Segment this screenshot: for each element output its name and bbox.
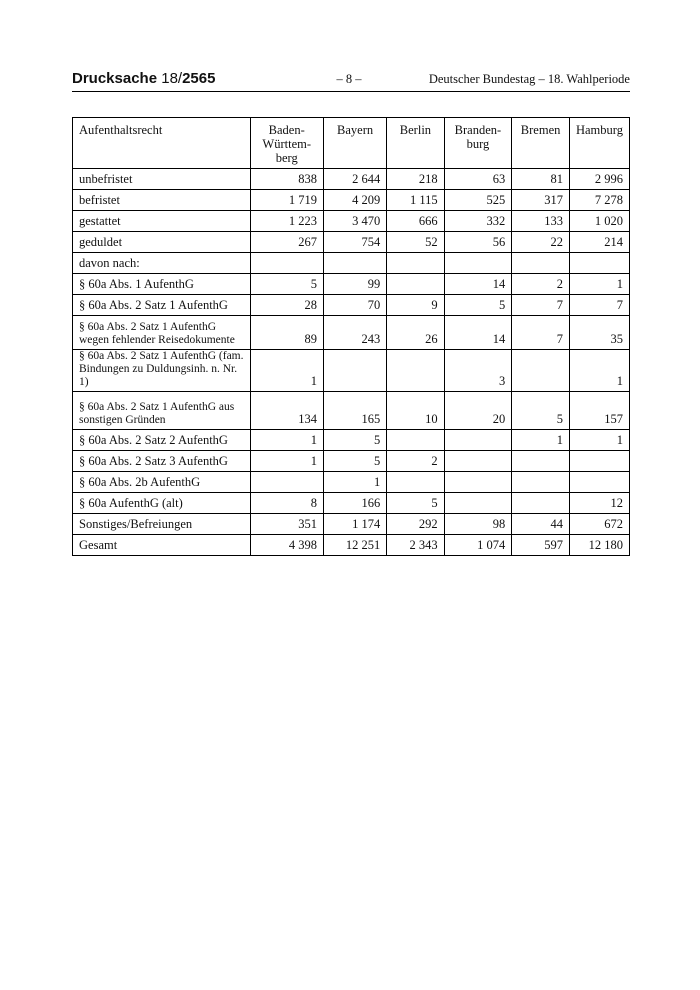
row-value: 5 [323,430,386,451]
row-value: 70 [323,295,386,316]
row-value: 3 470 [323,211,386,232]
row-value [569,451,629,472]
row-value [512,253,570,274]
table-header-row [73,118,630,169]
row-value: 166 [323,493,386,514]
row-value [512,451,570,472]
row-value: 1 074 [444,535,512,556]
row-value [444,430,512,451]
row-label: § 60a Abs. 2 Satz 1 AufenthG wegen fehlender Reisedokumente [73,316,251,350]
row-value: 1 [569,274,629,295]
row-value [323,253,386,274]
row-value [444,493,512,514]
column-header-baden-wuerttemberg: Baden- Württem- berg [250,118,323,169]
row-value: 22 [512,232,570,253]
row-value: 12 180 [569,535,629,556]
row-value: 1 [569,430,629,451]
residence-status-table [72,117,630,556]
row-value: 165 [323,392,386,430]
row-label: Sonstiges/Befreiungen [73,514,251,535]
row-value: 5 [323,451,386,472]
row-value: 1 [250,430,323,451]
column-header-bayern: Bayern [323,118,386,169]
row-value: 1 [512,430,570,451]
row-value [569,472,629,493]
row-value [512,350,570,392]
row-value: 52 [387,232,444,253]
row-value: 26 [387,316,444,350]
row-value: 838 [250,169,323,190]
row-value: 44 [512,514,570,535]
header-rule [72,91,630,92]
row-value: 5 [444,295,512,316]
row-value [387,430,444,451]
row-value: 2 343 [387,535,444,556]
row-value: 98 [444,514,512,535]
row-value: 14 [444,316,512,350]
row-value: 525 [444,190,512,211]
row-label: § 60a Abs. 2 Satz 3 AufenthG [73,451,251,472]
row-value: 243 [323,316,386,350]
table-row [73,514,630,535]
row-value: 1 719 [250,190,323,211]
row-value: 1 174 [323,514,386,535]
row-value: 12 251 [323,535,386,556]
row-value: 218 [387,169,444,190]
table-row [73,451,630,472]
row-value: 20 [444,392,512,430]
table-row [73,316,630,350]
table-row [73,430,630,451]
row-value [569,253,629,274]
row-value: 2 [387,451,444,472]
doc-label: Drucksache [72,70,158,87]
row-value: 317 [512,190,570,211]
table-row [73,350,630,392]
row-value [323,350,386,392]
doc-number-prefix: 18/ [161,70,183,87]
row-value: 1 [323,472,386,493]
row-label: geduldet [73,232,251,253]
row-label: § 60a Abs. 2 Satz 1 AufenthG [73,295,251,316]
row-value: 9 [387,295,444,316]
row-label: § 60a Abs. 2 Satz 1 AufenthG aus sonstigen Gründen [73,392,251,430]
row-value: 1 [250,451,323,472]
table-row [73,493,630,514]
table-row [73,472,630,493]
row-value: 14 [444,274,512,295]
row-value [444,253,512,274]
row-value [387,350,444,392]
row-value [444,451,512,472]
row-value: 63 [444,169,512,190]
publisher: Deutscher Bundestag – 18. Wahlperiode [428,72,630,86]
row-value: 157 [569,392,629,430]
row-value: 7 278 [569,190,629,211]
row-value: 1 020 [569,211,629,232]
row-value: 7 [569,295,629,316]
row-value [512,493,570,514]
row-label: § 60a Abs. 2 Satz 1 AufenthG (fam. Bindungen zu Duldungsinh. n. Nr. 1) [73,350,251,392]
row-value: 7 [512,316,570,350]
row-value: 1 223 [250,211,323,232]
column-header-brandenburg: Branden- burg [444,118,512,169]
row-value: 89 [250,316,323,350]
row-value: 2 [512,274,570,295]
row-value [444,472,512,493]
row-value: 214 [569,232,629,253]
table-row [73,169,630,190]
row-value: 1 [250,350,323,392]
row-value: 99 [323,274,386,295]
column-header-hamburg: Hamburg [569,118,629,169]
row-label: gestattet [73,211,251,232]
page-number: – 8 – [336,72,362,86]
row-label: unbefristet [73,169,251,190]
row-value [387,253,444,274]
row-label: § 60a Abs. 2b AufenthG [73,472,251,493]
row-value: 2 644 [323,169,386,190]
row-label: Gesamt [73,535,251,556]
table-row [73,535,630,556]
row-value: 8 [250,493,323,514]
row-value [512,472,570,493]
row-value: 597 [512,535,570,556]
row-value: 666 [387,211,444,232]
row-value: 12 [569,493,629,514]
table-row [73,274,630,295]
row-value: 4 209 [323,190,386,211]
page-header [72,70,630,92]
table-row [73,232,630,253]
row-value: 3 [444,350,512,392]
row-value: 1 [569,350,629,392]
row-value [387,472,444,493]
row-value [250,253,323,274]
row-value: 4 398 [250,535,323,556]
column-header-bremen: Bremen [512,118,570,169]
row-value: 672 [569,514,629,535]
row-value: 81 [512,169,570,190]
row-value: 5 [387,493,444,514]
row-label: davon nach: [73,253,251,274]
row-value: 1 115 [387,190,444,211]
row-value: 332 [444,211,512,232]
row-value: 28 [250,295,323,316]
row-value: 7 [512,295,570,316]
table-row [73,253,630,274]
row-value: 292 [387,514,444,535]
row-value: 56 [444,232,512,253]
row-label: § 60a AufenthG (alt) [73,493,251,514]
row-value: 267 [250,232,323,253]
row-value: 754 [323,232,386,253]
row-value: 35 [569,316,629,350]
row-value: 5 [250,274,323,295]
column-header-aufenthaltsrecht: Aufenthaltsrecht [73,118,251,169]
row-value: 133 [512,211,570,232]
column-header-berlin: Berlin [387,118,444,169]
row-value: 2 996 [569,169,629,190]
row-label: befristet [73,190,251,211]
table-row [73,295,630,316]
row-value [387,274,444,295]
table-row [73,211,630,232]
row-value: 10 [387,392,444,430]
table-row [73,190,630,211]
row-label: § 60a Abs. 2 Satz 2 AufenthG [73,430,251,451]
row-value: 5 [512,392,570,430]
table-row [73,392,630,430]
row-value: 134 [250,392,323,430]
row-value [250,472,323,493]
row-label: § 60a Abs. 1 AufenthG [73,274,251,295]
row-value: 351 [250,514,323,535]
doc-number: 2565 [182,70,216,87]
